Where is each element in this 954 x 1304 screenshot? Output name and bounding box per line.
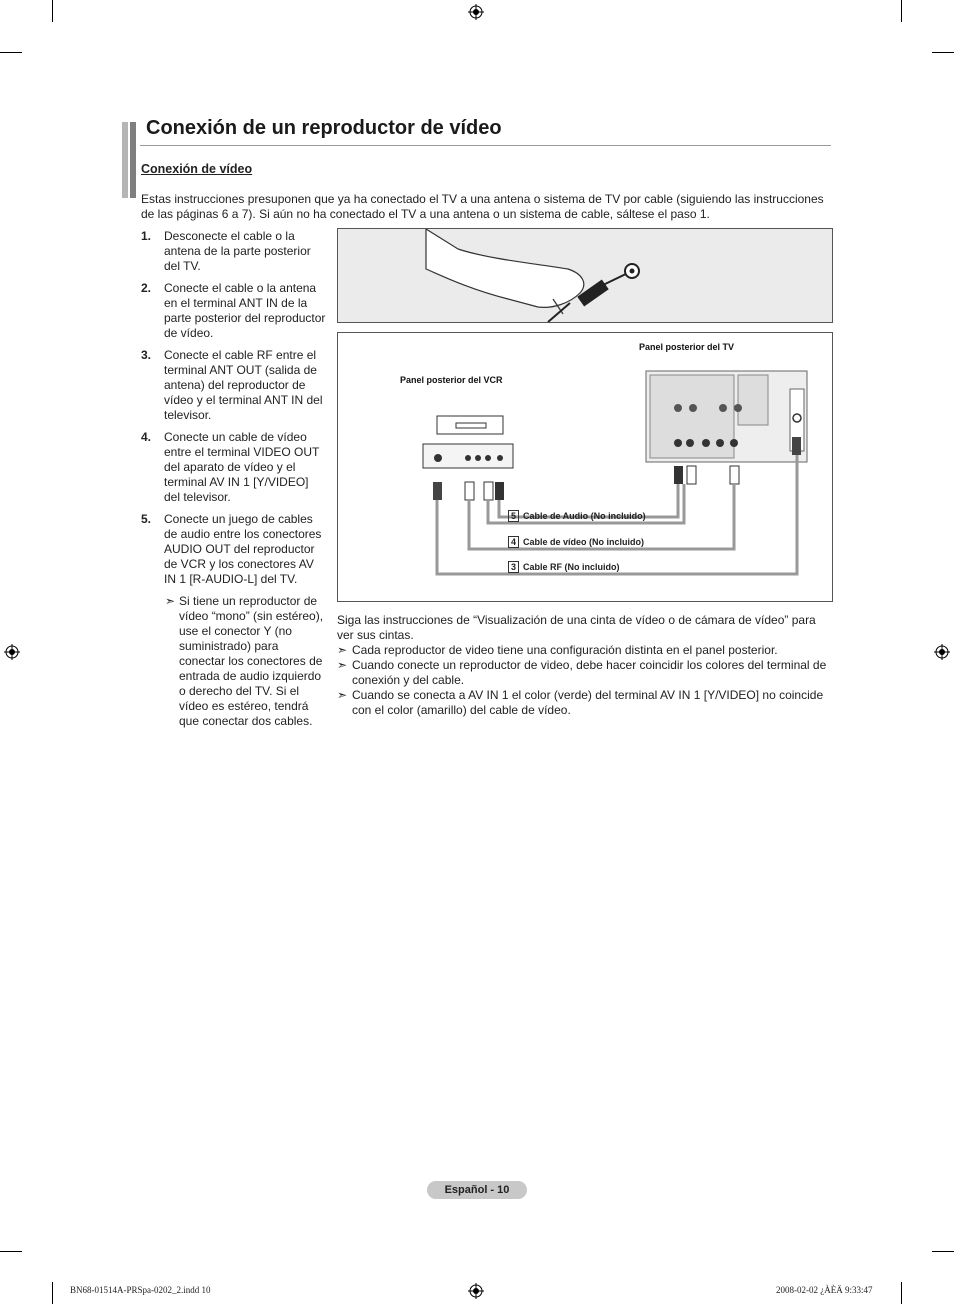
page-title: Conexión de un reproductor de vídeo	[146, 117, 502, 139]
step-number: 3.	[141, 348, 152, 362]
intro-paragraph: Estas instrucciones presuponen que ya ha conectado el TV a una antena o sistema de TV por cable (siguiendo las instrucciones de las páginas 6 a 7). Si aún no ha conectado el TV a una antena o un sistema de cable, sáltese el paso 1.	[141, 192, 824, 221]
disconnect-illustration	[337, 228, 833, 323]
registration-mark-icon	[4, 644, 20, 660]
step-number: 4.	[141, 430, 152, 444]
instructions-notes	[337, 613, 831, 718]
list-item	[141, 281, 326, 341]
crop-mark	[0, 52, 22, 53]
cable-label-video: 4 Cable de vídeo (No incluido)	[508, 536, 644, 548]
list-item	[141, 430, 326, 505]
step-text: Conecte el cable o la antena en el terminal ANT IN de la parte posterior del reproductor de vídeo.	[164, 281, 326, 340]
crop-mark	[901, 1282, 902, 1304]
vcr-panel-label: Panel posterior del VCR	[400, 375, 503, 385]
cable-number: 3	[508, 561, 519, 573]
title-divider	[140, 145, 831, 146]
steps-list	[141, 229, 326, 729]
tv-panel-label: Panel posterior del TV	[639, 342, 735, 352]
step-number: 1.	[141, 229, 152, 243]
arrow-icon: ➣	[337, 658, 348, 672]
note-item: ➣ Cuando conecte un reproductor de video, debe hacer coincidir los colores del terminal de conexión y del cable.	[337, 658, 827, 687]
footer-file: BN68-01514A-PRSpa-0202_2.indd 10	[70, 1285, 211, 1295]
note-text: Si tiene un reproductor de vídeo “mono” (sin estéreo), use el conector Y (no suministrado) para conectar los conectores de entrada de audio izquierdo o derecho del TV. Si el vídeo es estéreo, tendrá que conectar dos cables.	[179, 594, 324, 728]
follow-instructions: Siga las instrucciones de “Visualización de una cinta de vídeo o de cámara de vídeo” para ver sus cintas.	[337, 613, 816, 642]
note-item: ➣ Cuando se conecta a AV IN 1 el color (verde) del terminal AV IN 1 [Y/VIDEO] no coincide con el color (amarillo) del cable de vídeo.	[337, 688, 824, 717]
cable-label-rf: 3 Cable RF (No incluido)	[508, 561, 620, 573]
crop-mark	[932, 1251, 954, 1252]
crop-mark	[901, 0, 902, 22]
registration-mark-icon	[934, 644, 950, 660]
list-item	[141, 512, 326, 587]
arrow-icon: ➣	[337, 643, 348, 657]
page-number: Español - 10	[427, 1181, 527, 1199]
title-accent-bar	[122, 122, 128, 198]
crop-mark	[52, 0, 53, 22]
connection-diagram	[337, 332, 833, 602]
step-number: 5.	[141, 512, 152, 526]
step-number: 2.	[141, 281, 152, 295]
note-item: ➣ Cada reproductor de video tiene una configuración distinta en el panel posterior.	[337, 643, 778, 657]
step-note	[141, 594, 326, 729]
section-heading: Conexión de vídeo	[141, 162, 253, 176]
crop-mark	[932, 52, 954, 53]
crop-mark	[0, 1251, 22, 1252]
cable-number: 4	[508, 536, 519, 548]
step-text: Conecte el cable RF entre el terminal ANT OUT (salida de antena) del reproductor de vídeo y el terminal ANT IN del televisor.	[164, 348, 323, 422]
step-text: Desconecte el cable o la antena de la parte posterior del TV.	[164, 229, 311, 273]
list-item	[141, 229, 326, 274]
cable-label-audio: 5 Cable de Audio (No incluido)	[508, 510, 646, 522]
step-text: Conecte un cable de vídeo entre el terminal VIDEO OUT del aparato de vídeo y el terminal AV IN 1 [Y/VIDEO] del televisor.	[164, 430, 320, 504]
list-item	[141, 348, 326, 423]
title-accent-bar	[130, 122, 136, 198]
registration-mark-icon	[468, 4, 484, 20]
hand-cable-icon	[338, 229, 832, 322]
cable-number: 5	[508, 510, 519, 522]
footer-timestamp: 2008-02-02 ¿ÀÈÄ 9:33:47	[776, 1285, 873, 1295]
crop-mark	[52, 1282, 53, 1304]
registration-mark-icon	[468, 1283, 484, 1299]
arrow-icon: ➣	[337, 688, 348, 702]
step-text: Conecte un juego de cables de audio entre los conectores AUDIO OUT del reproductor de VCR y los conectores AV IN 1 [R-AUDIO-L] del TV.	[164, 512, 322, 586]
arrow-icon: ➣	[165, 594, 176, 608]
